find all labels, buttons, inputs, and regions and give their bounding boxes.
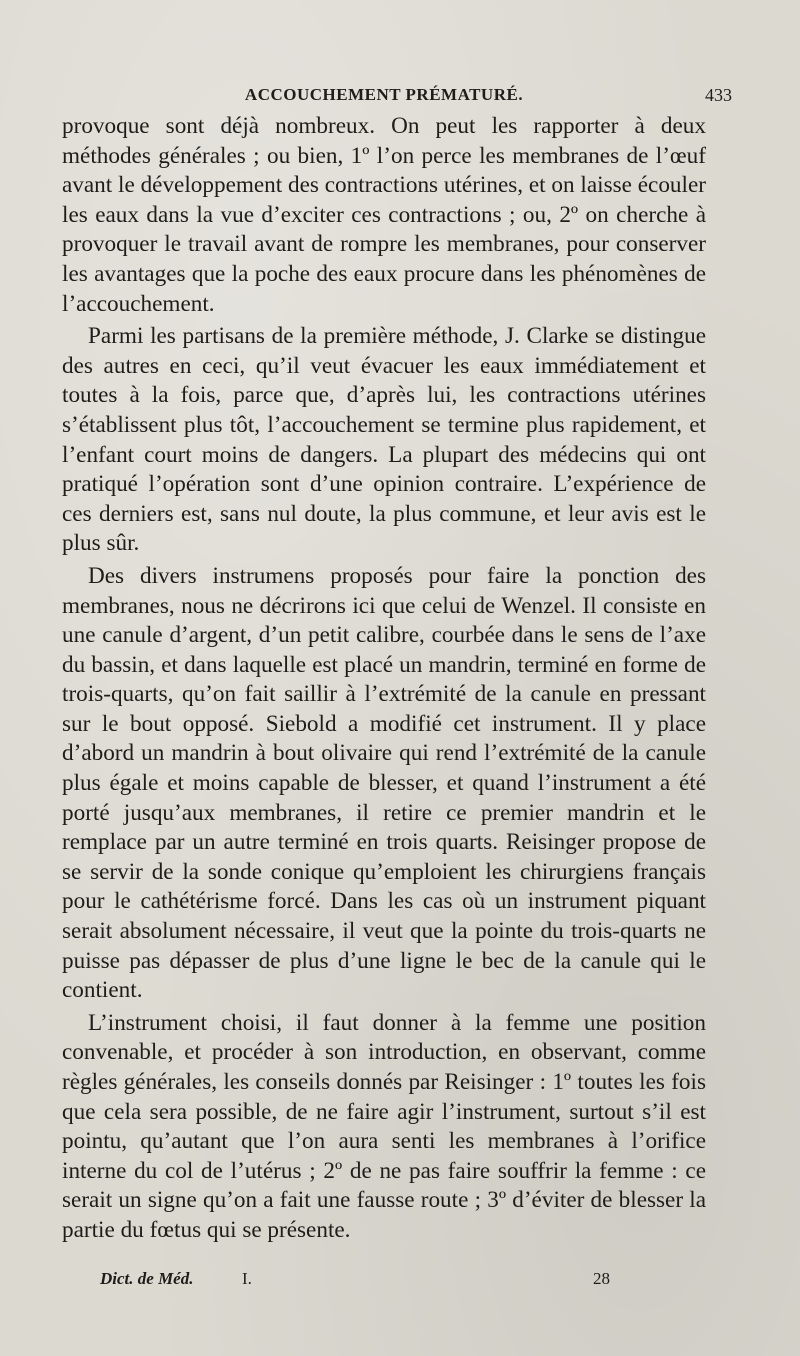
running-title: ACCOUCHEMENT PRÉMATURÉ. (244, 85, 524, 104)
page-footer (100, 1264, 660, 1294)
footer-signature: 28 (593, 1269, 610, 1288)
paragraph-1: provoque sont déjà nombreux. On peut les rapporter à deux méthodes générales ; ou bien, 1º l’on perce les membranes de l’œuf avant le développement des contractions utérines, et on laisse écouler les eaux dans la vue d’exciter ces contractions ; ou, 2º on cherche à provoquer le travail avant de rompre les membranes, pour conserver les avantages que la poche des eaux procure dans les phénomènes de l’accouchement. (62, 113, 706, 317)
footer-book-abbrev: Dict. de Méd. (100, 1269, 194, 1288)
paragraph-2: Parmi les partisans de la première méthode, J. Clarke se distingue des autres en ceci, qu’il veut évacuer les eaux immédiatement et toutes à la fois, parce que, d’après lui, les contractions utérines s’établissent plus tôt, l’accouchement se termine plus rapidement, et l’enfant court moins de dangers. La plupart des médecins qui ont pratiqué l’opération sont d’une opinion contraire. L’expérience de ces derniers est, sans nul doute, la plus commune, et leur avis est le plus sûr. (62, 323, 706, 557)
body-text (62, 112, 706, 1246)
page-number: 433 (705, 85, 732, 105)
running-head (62, 78, 732, 112)
paragraph-3: Des divers instrumens proposés pour faire la ponction des membranes, nous ne décrirons ici que celui de Wenzel. Il consiste en une canule d’argent, d’un petit calibre, courbée dans le sens de l’axe du bassin, et dans laquelle est placé un mandrin, terminé en forme de trois-quarts, qu’on fait saillir à l’extrémité de la canule en pressant sur le bout opposé. Siebold a modifié cet instrument. Il y place d’abord un mandrin à bout olivaire qui rend l’extrémité de la canule plus égale et moins capable de blesser, et quand l’instrument a été porté jusqu’aux membranes, il retire ce premier mandrin et le remplace par un autre terminé en trois quarts. Reisinger propose de se servir de la sonde conique qu’emploient les chirurgiens français pour le cathétérisme forcé. Dans les cas où un instrument piquant serait absolument nécessaire, il veut que la pointe du trois-quarts ne puisse pas dépasser de plus d’une ligne le bec de la canule qui le contient. (62, 562, 706, 1004)
footer-volume: I. (242, 1269, 252, 1288)
paragraph-4: L’instrument choisi, il faut donner à la femme une position convenable, et procéder à son introduction, en observant, comme règles générales, les conseils donnés par Reisinger : 1º toutes les fois que cela sera possible, de ne faire agir l’instrument, surtout s’il est pointu, qu’autant que l’on aura senti les membranes à l’orifice interne du col de l’utérus ; 2º de ne pas faire souffrir la femme : ce serait un signe qu’on a fait une fausse route ; 3º d’éviter de blesser la partie du fœtus qui se présente. (62, 1009, 706, 1243)
